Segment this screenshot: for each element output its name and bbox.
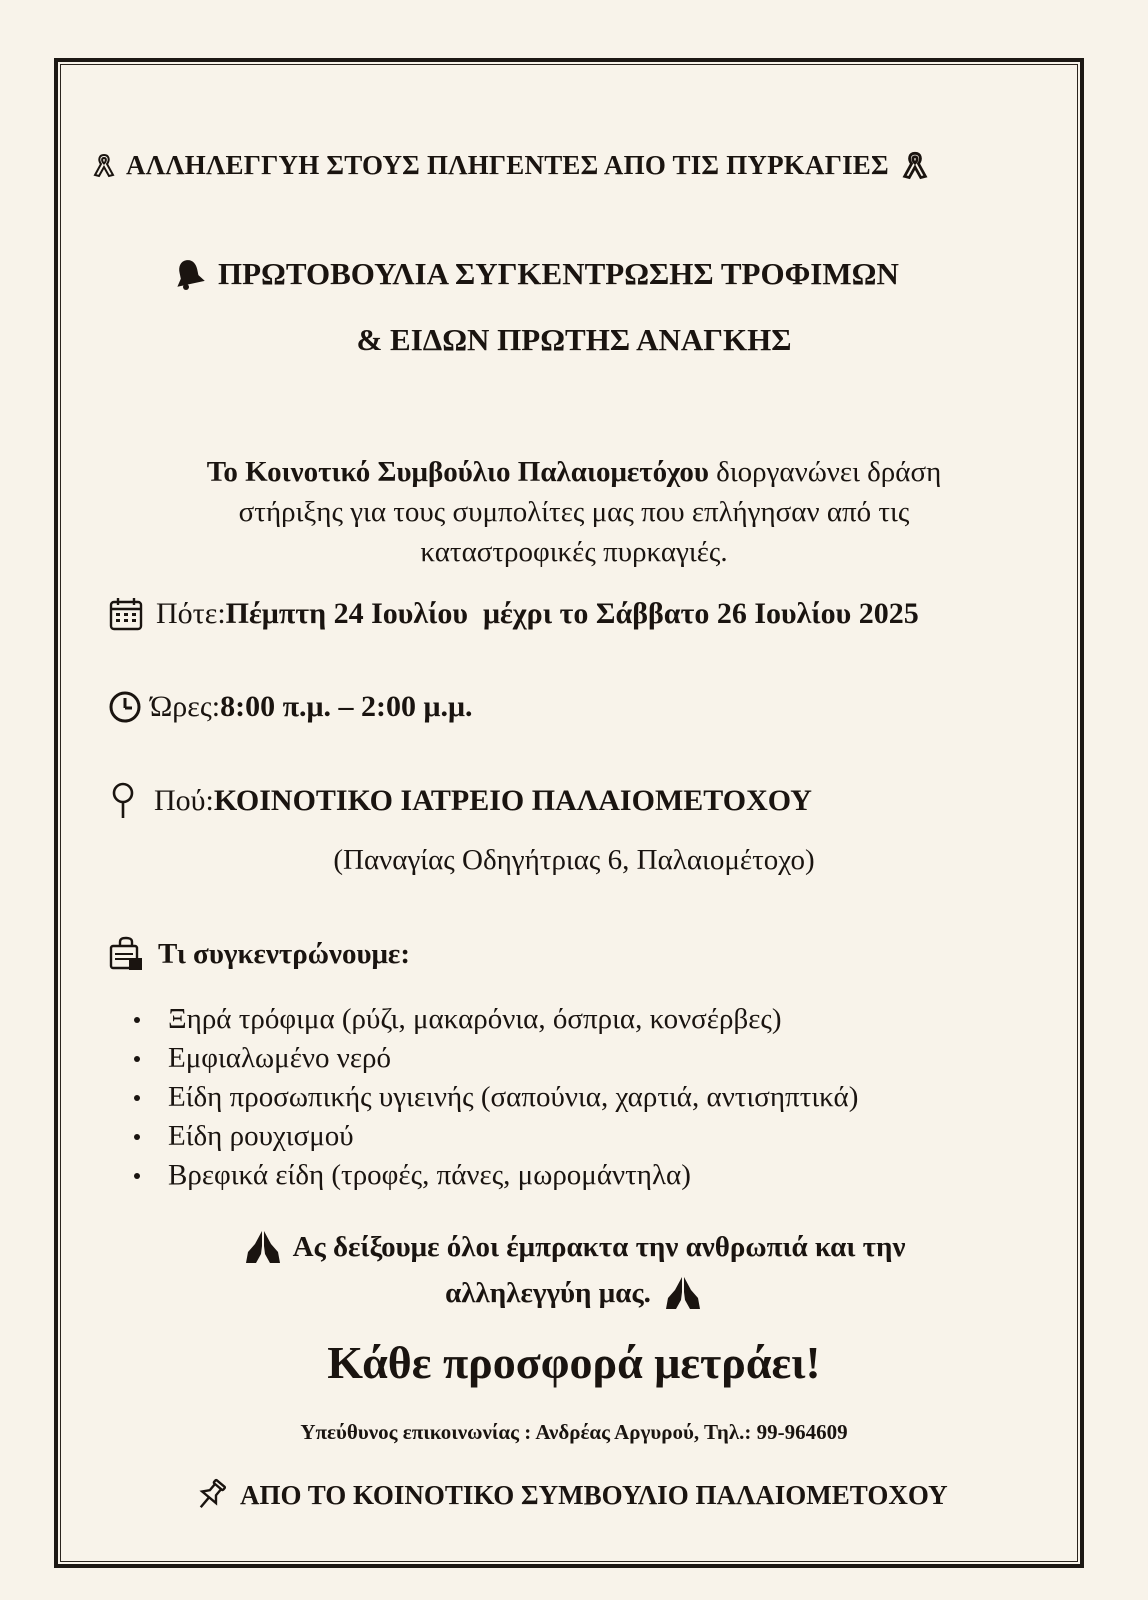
intro-line3: καταστροφικές πυρκαγιές.	[420, 536, 728, 568]
collect-items-list	[134, 1000, 858, 1195]
heading-solidarity-row	[92, 150, 929, 181]
footer-row	[194, 1478, 948, 1512]
bullet-icon	[134, 1173, 140, 1179]
list-item: Ξηρά τρόφιμα (ρύζι, μακαρόνια, όσπρια, κονσέρβες)	[134, 1000, 858, 1039]
heading-solidarity: ΑΛΛΗΛΕΓΓΥΗ ΣΤΟΥΣ ΠΛΗΓΕΝΤΕΣ ΑΠΟ ΤΙΣ ΠΥΡΚΑΓΙΕΣ	[126, 150, 889, 180]
list-item: Εμφιαλωμένο νερό	[134, 1039, 858, 1078]
ribbon-icon	[92, 153, 116, 179]
intro-paragraph	[0, 452, 1148, 572]
bag-icon	[108, 936, 144, 972]
list-item: Βρεφικά είδη (τροφές, πάνες, μωρομάντηλα)	[134, 1156, 858, 1195]
hours-value: 8:00 π.μ. – 2:00 μ.μ.	[220, 690, 473, 723]
calendar-icon	[108, 596, 144, 632]
heading-initiative: ΠΡΩΤΟΒΟΥΛΙΑ ΣΥΓΚΕΝΤΡΩΣΗΣ ΤΡΟΦΙΜΩΝ	[218, 256, 899, 291]
intro-line2: στήριξης για τους συμπολίτες μας που επλήγησαν από τις	[238, 496, 910, 528]
pushpin-icon	[194, 1478, 228, 1512]
when-value: Πέμπτη 24 Ιουλίου μέχρι το Σάββατο 26 Ιουλίου 2025	[225, 597, 919, 630]
bullet-icon	[134, 1056, 140, 1062]
intro-line1-rest: διοργανώνει δράση	[708, 456, 942, 488]
when-row	[108, 596, 919, 632]
where-label: Πού:	[154, 784, 214, 817]
heading-initiative-row	[172, 256, 899, 292]
list-item: Είδη ρουχισμού	[134, 1117, 858, 1156]
praying-hands-icon	[243, 1228, 283, 1266]
hours-label: Ώρες:	[150, 690, 221, 723]
contact-info: Υπεύθυνος επικοινωνίας : Ανδρέας Αργυρού, Τηλ.: 99-964609	[300, 1420, 848, 1444]
humanity-line2: αλληλεγγύη μας.	[445, 1277, 651, 1309]
where-row	[110, 782, 812, 820]
clock-icon	[108, 690, 142, 724]
bullet-icon	[134, 1095, 140, 1101]
collect-row	[108, 936, 410, 972]
humanity-line1: Ας δείξουμε όλοι έμπρακτα την ανθρωπιά και την	[292, 1231, 906, 1263]
footer-text: ΑΠΟ ΤΟ ΚΟΙΝΟΤΙΚΟ ΣΥΜΒΟΥΛΙΟ ΠΑΛΑΙΟΜΕΤΟΧΟΥ	[240, 1479, 948, 1510]
address: (Παναγίας Οδηγήτριας 6, Παλαιομέτοχο)	[333, 844, 815, 876]
hours-row	[108, 690, 473, 724]
pin-icon	[110, 782, 136, 820]
collect-label: Τι συγκεντρώνουμε:	[158, 937, 410, 970]
organizer-name: Το Κοινοτικό Συμβούλιο Παλαιομετόχου	[206, 456, 709, 488]
bullet-icon	[134, 1017, 140, 1023]
where-value: ΚΟΙΝΟΤΙΚΟ ΙΑΤΡΕΙΟ ΠΑΛΑΙΟΜΕΤΟΧΟΥ	[213, 784, 812, 817]
humanity-message	[0, 1224, 1148, 1316]
when-label: Πότε:	[156, 597, 226, 630]
bell-icon	[172, 257, 206, 291]
list-item: Είδη προσωπικής υγιεινής (σαπούνια, χαρτιά, αντισηπτικά)	[134, 1078, 858, 1117]
praying-hands-icon	[663, 1274, 703, 1312]
bullet-icon	[134, 1134, 140, 1140]
ribbon-icon	[901, 151, 929, 181]
heading-items: & ΕΙΔΩΝ ΠΡΩΤΗΣ ΑΝΑΓΚΗΣ	[356, 322, 792, 357]
slogan: Κάθε προσφορά μετράει!	[327, 1337, 821, 1388]
